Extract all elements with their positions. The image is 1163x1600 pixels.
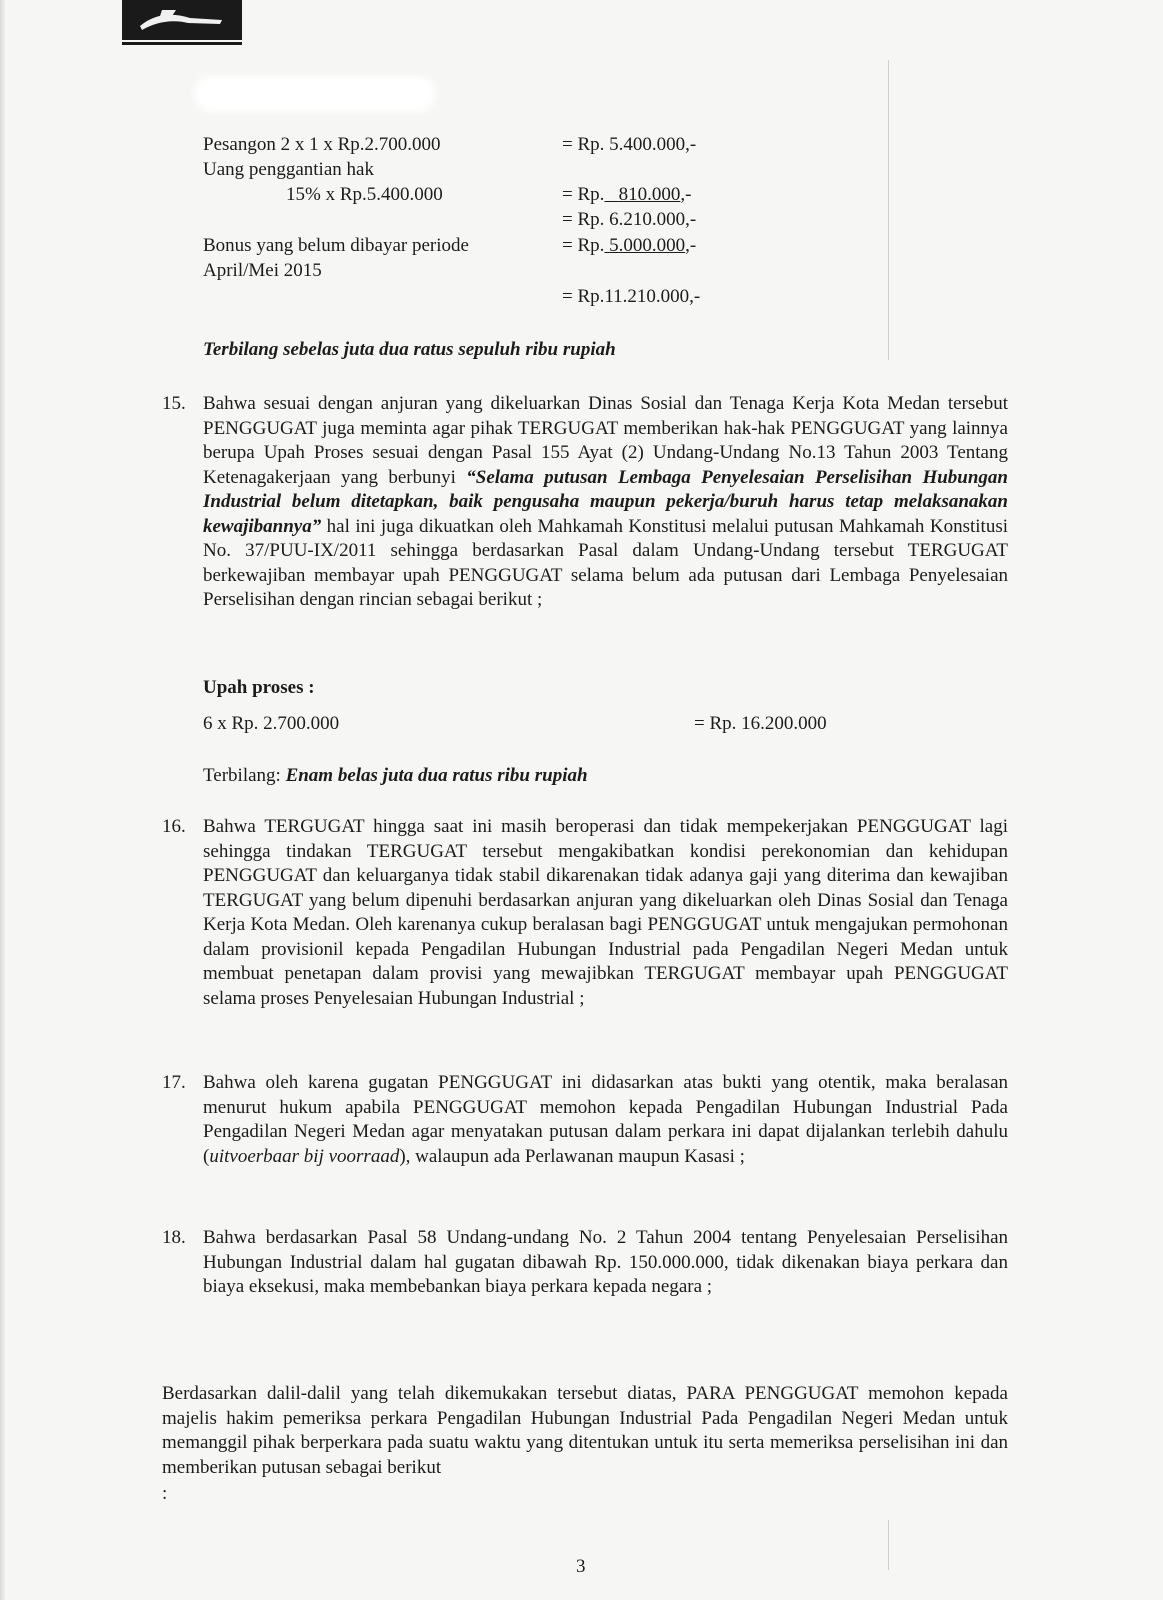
upah-terbilang — [203, 764, 588, 788]
bonus-value — [562, 234, 696, 258]
item-17-italic: uitvoerbaar bij voorraad — [209, 1145, 400, 1167]
closing-paragraph: Berdasarkan dalil-dalil yang telah dikemukakan tersebut diatas, PARA PENGGUGAT memohon kepada majelis hakim pemeriksa perkara Pengadilan Hubungan Industrial Pada Pengadilan Negeri Medan untuk memanggil pihak berperkara pada suatu waktu yang ditentukan untuk itu serta memeriksa perselisihan ini dan memberikan putusan sebagai berikut — [162, 1383, 1008, 1478]
item-number-15: 15. — [162, 393, 186, 414]
item-number-16: 16. — [162, 816, 186, 837]
item-number-18: 18. — [162, 1227, 186, 1248]
total-terbilang: Terbilang sebelas juta dua ratus sepuluh ribu rupiah — [203, 339, 616, 360]
item-15-text — [203, 392, 1008, 613]
bonus-amount-text: 5.000.000 — [609, 235, 686, 256]
logo-mark-icon — [132, 6, 232, 34]
upah-terbilang-prefix: Terbilang: — [203, 765, 286, 786]
page-number: 3 — [576, 1556, 586, 1577]
item-18-text: Bahwa berdasarkan Pasal 58 Undang-undang No. 2 Tahun 2004 tentang Penyelesaian Perselisihan Hubungan Industrial dalam hal gugatan dibawah Rp. 150.000.000, tidak dikenakan biaya perkara dan biaya eksekusi, maka membebankan biaya perkara kepada negara ; — [203, 1227, 1008, 1297]
upah-terbilang-text: Enam belas juta dua ratus ribu rupiah — [285, 765, 588, 786]
bonus-value-amount — [604, 235, 685, 256]
uph-value — [562, 183, 691, 207]
uph-formula: 15% x Rp.5.400.000 — [286, 184, 443, 205]
total-value: = Rp.11.210.000,- — [562, 286, 701, 307]
item-17-text-a: Bahwa oleh karena gugatan PENGGUGAT ini didasarkan atas bukti yang otentik, maka beralasan menurut hukum apabila PENGGUGAT memohon kepada Pengadilan Hubungan Industrial Pada Pengadilan Negeri Medan agar menyatakan putusan dalam perkara ini dapat dijalankan terlebih dahulu ( — [203, 1072, 1008, 1167]
uph-amount-text: 810.000 — [618, 184, 681, 205]
redacted-area — [200, 82, 430, 106]
pesangon-value: = Rp. 5.400.000,- — [562, 134, 697, 155]
closing-colon: : — [162, 1483, 168, 1504]
bonus-label-line-1: Bonus yang belum dibayar periode — [203, 235, 469, 256]
upah-value: = Rp. 16.200.000 — [694, 713, 827, 734]
letterhead-logo — [122, 0, 242, 40]
item-17-text — [203, 1071, 1008, 1169]
upah-heading: Upah proses : — [203, 677, 315, 698]
subtotal-value: = Rp. 6.210.000,- — [562, 209, 697, 230]
item-15-text-a: Bahwa sesuai dengan anjuran yang dikeluarkan Dinas Sosial dan Tenaga Kerja Kota Medan tersebut PENGGUGAT juga meminta agar pihak TERGUGAT memberikan hak-hak PENGGUGAT yang lainnya berupa Upah Proses sesuai dengan Pasal 155 Ayat (2) Undang-Undang No.13 Tahun 2003 Tentang Ketenagakerjaan yang berbunyi — [203, 393, 1008, 488]
item-number-17: 17. — [162, 1072, 186, 1093]
upah-formula: 6 x Rp. 2.700.000 — [203, 713, 340, 734]
item-15-text-b: hal ini juga dikuatkan oleh Mahkamah Konstitusi melalui putusan Mahkamah Konstitusi No. 37/PUU-IX/2011 sehingga berdasarkan Pasal dalam Undang-Undang tersebut TERGUGAT berkewajiban membayar upah PENGGUGAT selama belum ada putusan dari Lembaga Penyelesaian Perselisihan dengan rincian sebagai berikut ; — [203, 515, 1008, 610]
pesangon-label: Pesangon 2 x 1 x Rp.2.700.000 — [203, 134, 441, 155]
uph-value-prefix: = Rp. — [562, 184, 605, 205]
scan-edge-shadow — [0, 0, 6, 1600]
bonus-label-line-2: April/Mei 2015 — [203, 260, 322, 281]
item-15-quote: “Selama putusan Lembaga Penyelesaian Perselisihan Hubungan Industrial belum ditetapkan, baik pengusaha maupun pekerja/buruh harus tetap melaksanakan kewajibannya” — [203, 466, 1008, 537]
scan-artifact-line — [888, 60, 889, 360]
uph-value-amount — [604, 184, 680, 205]
scan-artifact-line — [888, 1520, 889, 1570]
bonus-value-suffix: ,- — [685, 235, 697, 256]
bonus-value-prefix: = Rp. — [562, 235, 605, 256]
letterhead-rule — [122, 42, 242, 45]
uph-label: Uang penggantian hak — [203, 159, 374, 180]
item-17-text-b: ), walaupun ada Perlawanan maupun Kasasi ; — [399, 1145, 745, 1167]
item-16-text: Bahwa TERGUGAT hingga saat ini masih beroperasi dan tidak mempekerjakan PENGGUGAT lagi sehingga tindakan TERGUGAT tersebut mengakibatkan kondisi perekonomian dan kehidupan PENGGUGAT dan keluarganya tidak stabil dikarenakan tidak adanya gaji yang diterima dan kewajiban TERGUGAT yang belum dipenuhi berdasarkan anjuran yang dikeluarkan oleh Dinas Sosial dan Tenaga Kerja Kota Medan. Oleh karenanya cukup beralasan bagi PENGGUGAT untuk mengajukan permohonan dalam provisionil kepada Pengadilan Hubungan Industrial pada Pengadilan Negeri Medan untuk membuat penetapan dalam provisi yang mewajibkan TERGUGAT membayar upah PENGGUGAT selama proses Penyelesaian Hubungan Industrial ; — [203, 816, 1008, 1009]
uph-value-suffix: ,- — [680, 184, 692, 205]
